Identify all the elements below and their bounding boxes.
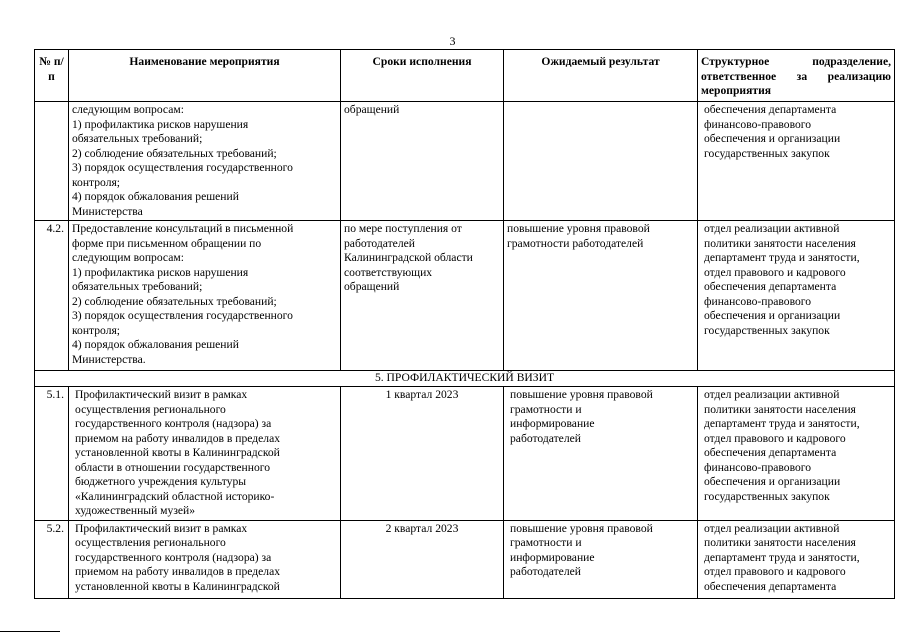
row-4-2-name: Предоставление консультаций в письменной форме при письменном обращении по следующим вопросам: 1) профилактика рисков нарушения обязательных требований; 2) соблюдение обязательных требований; 3) порядок осуществления государственного контроля; 4) порядок обжалования решений Министерства. xyxy=(69,221,341,371)
row-4-2-dept: отдел реализации активной политики занятости населения департамент труда и занятости, отдел правового и кадрового обеспечения департамента финансово-правового обеспечения и организации государственных закупок xyxy=(698,221,895,371)
section-row xyxy=(35,371,895,387)
row-5-1-terms: 1 квартал 2023 xyxy=(341,387,504,521)
header-result: Ожидаемый результат xyxy=(504,50,698,102)
page-number: 3 xyxy=(449,34,456,48)
table-header-row xyxy=(35,50,895,102)
events-table xyxy=(34,49,895,599)
row-cont-result xyxy=(504,102,698,221)
footnote-divider xyxy=(0,631,60,632)
row-5-1-name: Профилактический визит в рамках осуществления регионального государственного контроля (надзора) за приемом на работу инвалидов в пределах установленной квоты в Калининградской области в отношении государственного бюджетного учреждения культуры «Калининградский областной историко- художественный музей» xyxy=(69,387,341,521)
row-cont-terms: обращений xyxy=(341,102,504,221)
row-5-1-num: 5.1. xyxy=(35,387,69,521)
header-name: Наименование мероприятия xyxy=(69,50,341,102)
table-row xyxy=(35,387,895,521)
row-5-1-result: повышение уровня правовой грамотности и информирование работодателей xyxy=(504,387,698,521)
row-cont-name: следующим вопросам: 1) профилактика рисков нарушения обязательных требований; 2) соблюдение обязательных требований; 3) порядок осуществления государственного контроля; 4) порядок обжалования решений Министерства xyxy=(69,102,341,221)
table-row xyxy=(35,102,895,221)
header-terms: Сроки исполнения xyxy=(341,50,504,102)
row-cont-dept: обеспечения департамента финансово-правового обеспечения и организации государственных закупок xyxy=(698,102,895,221)
row-cont-num xyxy=(35,102,69,221)
header-dept: Структурное подразделение, ответственное за реализацию мероприятия xyxy=(698,50,895,102)
table-row xyxy=(35,520,895,598)
row-4-2-result: повышение уровня правовой грамотности работодателей xyxy=(504,221,698,371)
row-5-2-result: повышение уровня правовой грамотности и информирование работодателей xyxy=(504,520,698,598)
row-5-2-dept: отдел реализации активной политики занятости населения департамент труда и занятости, отдел правового и кадрового обеспечения департамента xyxy=(698,520,895,598)
row-5-2-name: Профилактический визит в рамках осуществления регионального государственного контроля (надзора) за приемом на работу инвалидов в пределах установленной квоты в Калининградской xyxy=(69,520,341,598)
row-5-1-dept: отдел реализации активной политики занятости населения департамент труда и занятости, отдел правового и кадрового обеспечения департамента финансово-правового обеспечения и организации государственных закупок xyxy=(698,387,895,521)
row-5-2-num: 5.2. xyxy=(35,520,69,598)
header-num: № п/п xyxy=(35,50,69,102)
row-4-2-terms: по мере поступления от работодателей Калининградской области соответствующих обращений xyxy=(341,221,504,371)
table-row xyxy=(35,221,895,371)
section-title: 5. ПРОФИЛАКТИЧЕСКИЙ ВИЗИТ xyxy=(35,371,895,387)
row-5-2-terms: 2 квартал 2023 xyxy=(341,520,504,598)
row-4-2-num: 4.2. xyxy=(35,221,69,371)
